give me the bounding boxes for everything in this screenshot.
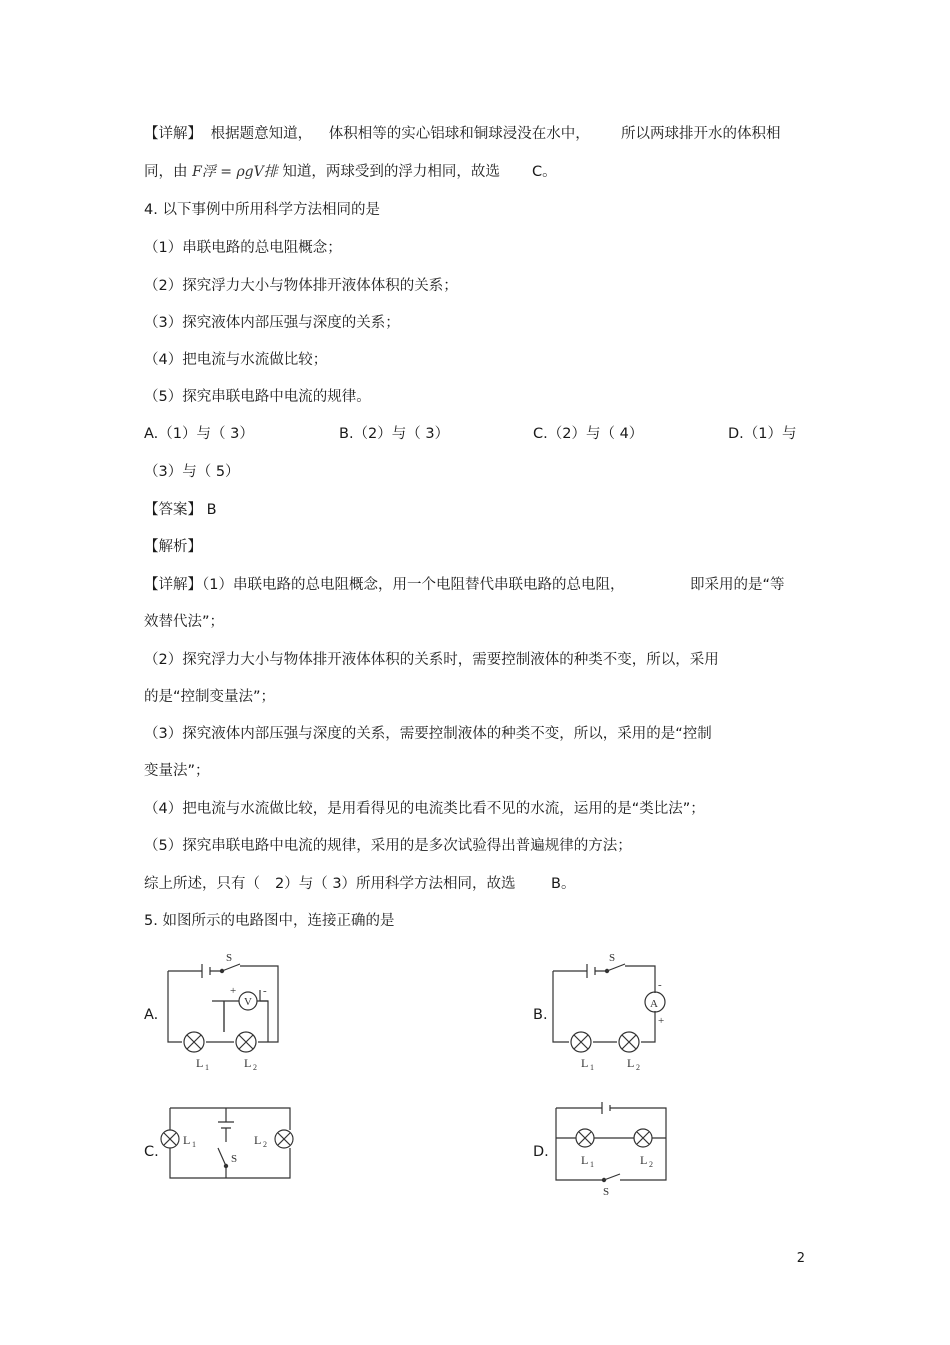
- circuit-a: [160, 950, 290, 1075]
- circuit-a-l2-label: L: [244, 1056, 252, 1070]
- q4-explain-6: 变量法”；: [144, 763, 210, 779]
- q4-explain-4: 的是“控制变量法”；: [144, 689, 276, 705]
- detail-choice: C。: [532, 164, 557, 180]
- q4-option-a: A.（1）与（ 3）: [144, 426, 254, 442]
- ammeter-plus: +: [658, 1015, 665, 1027]
- q4-explain-1: 【详解】（1）串联电路的总电阻概念，用一个电阻替代串联电路的总电阻，: [144, 577, 625, 593]
- circuit-d-l1-sub: 1: [590, 1160, 594, 1169]
- circuit-d-switch-label: S: [603, 1186, 610, 1198]
- circuit-c-l1-sub: 1: [192, 1140, 196, 1149]
- circuit-d-l2-label: L: [640, 1153, 648, 1167]
- voltmeter-plus: +: [230, 985, 237, 997]
- q4-explain-7: （4）把电流与水流做比较，是用看得见的电流类比看不见的水流，运用的是“类比法”；: [144, 801, 705, 817]
- ammeter-minus: -: [658, 979, 662, 991]
- circuit-c-l2-label: L: [254, 1133, 262, 1147]
- q4-answer: 【答案】 B: [144, 502, 217, 518]
- q5-stem: 5. 如图所示的电路图中，连接正确的是: [144, 913, 395, 929]
- detail-line2-pre: 同，由: [144, 164, 188, 180]
- circuit-b-switch-label: S: [609, 952, 616, 964]
- q5-option-b-label: B.: [533, 1007, 548, 1023]
- circuit-b: [545, 950, 675, 1075]
- circuit-d: [548, 1100, 678, 1200]
- circuit-c-l2-sub: 2: [263, 1140, 267, 1149]
- q4-option-c: C.（2）与（ 4）: [533, 426, 644, 442]
- q4-item-5: （5）探究串联电路中电流的规律。: [144, 389, 371, 405]
- q4-explain-2: 效替代法”；: [144, 614, 225, 630]
- detail-text-3: 所以两球排开水的体积相: [621, 126, 781, 142]
- buoyancy-formula: F浮 = ρgV排: [192, 164, 278, 180]
- q5-option-a-label: A.: [144, 1007, 159, 1023]
- voltmeter-label: V: [244, 996, 252, 1008]
- circuit-c-l1-label: L: [183, 1133, 191, 1147]
- circuit-d-switch: [604, 1174, 620, 1180]
- circuit-b-l1-sub: 1: [590, 1063, 594, 1072]
- circuit-c-battery: [218, 1108, 234, 1142]
- detail-line-1: [144, 124, 590, 144]
- detail-text-1: 根据题意知道，: [210, 126, 313, 142]
- q4-explain-8: （5）探究串联电路中电流的规律，采用的是多次试验得出普遍规律的方法；: [144, 838, 632, 854]
- circuit-d-l1-label: L: [581, 1153, 589, 1167]
- q4-explain-1b: 即采用的是“等: [690, 577, 785, 593]
- circuit-c: [160, 1100, 300, 1185]
- q4-option-b: B.（2）与（ 3）: [339, 426, 450, 442]
- circuit-c-switch: [218, 1148, 226, 1178]
- q4-option-d-cont: （3）与（ 5）: [144, 464, 240, 480]
- circuit-a-l2-sub: 2: [253, 1063, 257, 1072]
- circuit-d-l2-sub: 2: [649, 1160, 653, 1169]
- q4-summary: 综上所述，只有（: [144, 876, 260, 892]
- q4-item-3: （3）探究液体内部压强与深度的关系；: [144, 315, 400, 331]
- circuit-a-wires: [168, 966, 278, 1042]
- q4-analysis-label: 【解析】: [144, 539, 202, 555]
- q4-item-1: （1）串联电路的总电阻概念；: [144, 240, 342, 256]
- circuit-a-battery: [202, 964, 210, 978]
- circuit-c-switch-label: S: [231, 1153, 238, 1165]
- circuit-b-l2-label: L: [627, 1056, 635, 1070]
- circuit-b-l1-label: L: [581, 1056, 589, 1070]
- circuit-d-battery: [602, 1102, 610, 1114]
- q4-explain-5: （3）探究液体内部压强与深度的关系，需要控制液体的种类不变，所以，采用的是“控制: [144, 726, 712, 742]
- q4-summary-choice: B。: [551, 876, 576, 892]
- circuit-b-l2-sub: 2: [636, 1063, 640, 1072]
- q4-item-2: （2）探究浮力大小与物体排开液体体积的关系；: [144, 278, 458, 294]
- circuit-b-switch: [607, 964, 625, 971]
- q4-stem: 4. 以下事例中所用科学方法相同的是: [144, 202, 380, 218]
- q4-item-4: （4）把电流与水流做比较；: [144, 352, 328, 368]
- q4-summary-2: 2）与（ 3）所用科学方法相同，故选: [275, 876, 516, 892]
- detail-line-2: [144, 162, 500, 182]
- detail-text-2: 体积相等的实心铝球和铜球浸没在水中，: [328, 126, 590, 142]
- circuit-b-wires: [553, 966, 655, 1042]
- q4-option-d: D.（1）与: [728, 426, 797, 442]
- ammeter-label: A: [650, 998, 658, 1010]
- circuit-a-l1-label: L: [196, 1056, 204, 1070]
- voltmeter-minus: -: [263, 985, 267, 997]
- q5-option-d-label: D.: [533, 1144, 549, 1160]
- detail-label: 【详解】: [144, 126, 202, 142]
- circuit-a-switch-label: S: [226, 952, 233, 964]
- q5-option-c-label: C.: [144, 1144, 159, 1160]
- circuit-a-l1-sub: 1: [205, 1063, 209, 1072]
- circuit-a-switch: [222, 964, 240, 971]
- page-number: 2: [796, 1251, 805, 1266]
- detail-line2-post: 知道，两球受到的浮力相同，故选: [282, 164, 500, 180]
- circuit-b-battery: [587, 964, 595, 978]
- q4-explain-3: （2）探究浮力大小与物体排开液体体积的关系时，需要控制液体的种类不变，所以，采用: [144, 652, 719, 668]
